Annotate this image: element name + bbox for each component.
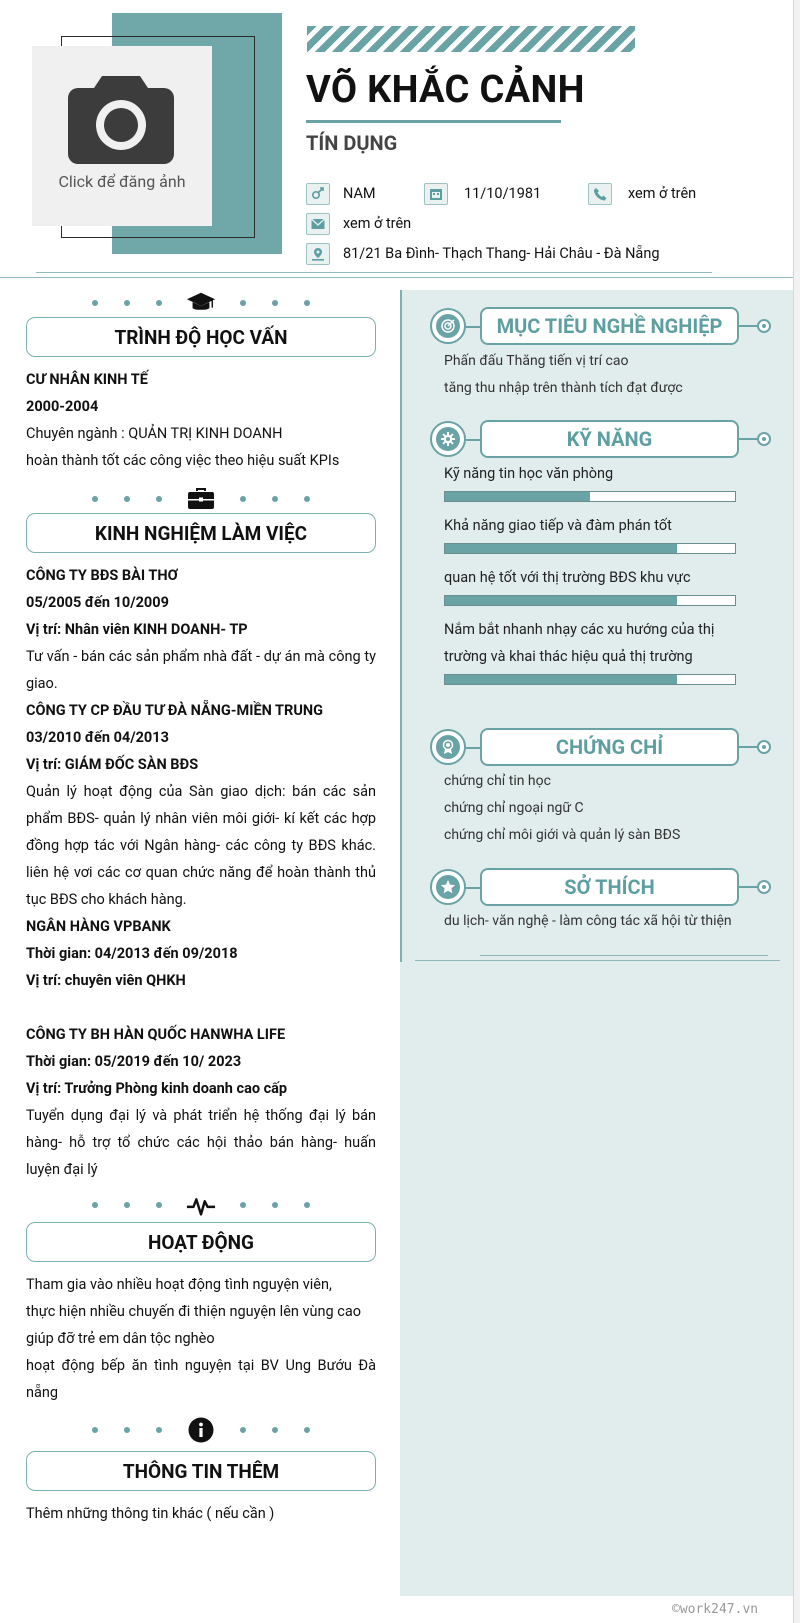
education-period: 2000-2004 xyxy=(26,398,99,415)
objective-heading: MỤC TIÊU NGHỀ NGHIỆP xyxy=(480,307,739,345)
job-entry xyxy=(26,1021,376,1183)
certificate-item: chứng chỉ tin học xyxy=(444,773,551,789)
skills-heading: KỸ NĂNG xyxy=(480,420,739,458)
gender-value: NAM xyxy=(343,185,376,202)
skill-bar-fill xyxy=(445,492,590,501)
hobbies-text: du lịch- văn nghệ - làm công tác xã hội từ thiện xyxy=(444,913,732,929)
briefcase-icon xyxy=(186,486,216,512)
skill-bar-fill xyxy=(445,596,677,605)
header-divider-inner xyxy=(36,272,712,273)
activities-divider xyxy=(26,1192,376,1218)
hobbies-heading: SỞ THÍCH xyxy=(480,868,739,906)
objective-connector-end xyxy=(757,319,771,333)
job-entry xyxy=(26,562,376,697)
skill-name: Nắm bắt nhanh nhạy các xu hướng của thị trường và khai thác hiệu quả thị trường xyxy=(444,621,715,665)
job-title: TÍN DỤNG xyxy=(306,131,398,155)
job-position: Vị trí: chuyên viên QHKH xyxy=(26,972,186,989)
job-company: NGÂN HÀNG VPBANK xyxy=(26,918,171,935)
certificate-item: chứng chỉ môi giới và quản lý sàn BĐS xyxy=(444,827,681,843)
additional-text: Thêm những thông tin khác ( nếu cần ) xyxy=(26,1505,275,1522)
hobbies-connector-end xyxy=(757,880,771,894)
hobbies-badge xyxy=(430,869,466,905)
pulse-icon xyxy=(186,1192,216,1218)
activities-heading: HOẠT ĐỘNG xyxy=(26,1222,376,1262)
skill-bar xyxy=(444,543,736,554)
job-position: Vị trí: Nhân viên KINH DOANH- TP xyxy=(26,621,248,638)
skill-bar xyxy=(444,491,736,502)
skill-name: Kỹ năng tin học văn phòng xyxy=(444,465,614,482)
graduation-cap-icon xyxy=(186,290,216,316)
header-stripes xyxy=(307,26,635,52)
certificates-badge xyxy=(430,729,466,765)
phone-icon xyxy=(588,183,612,205)
education-note: hoàn thành tốt các công việc theo hiệu suất KPIs xyxy=(26,452,340,469)
job-entry xyxy=(26,697,376,913)
email-value: xem ở trên xyxy=(343,215,412,232)
award-icon xyxy=(436,735,460,759)
address-value: 81/21 Ba Đình- Thạch Thang- Hải Châu - Đà Nẵng xyxy=(343,245,660,262)
job-company: CÔNG TY CP ĐẦU TƯ ĐÀ NẴNG-MIỀN TRUNG xyxy=(26,702,324,719)
name-underline xyxy=(306,120,561,123)
job-period: Thời gian: 04/2013 đến 09/2018 xyxy=(26,945,238,962)
skill-name: quan hệ tốt với thị trường BĐS khu vực xyxy=(444,569,691,586)
education-major: Chuyên ngành : QUẢN TRỊ KINH DOANH xyxy=(26,425,283,442)
job-period: 03/2010 đến 04/2013 xyxy=(26,729,169,746)
additional-divider xyxy=(26,1417,376,1443)
job-spacer xyxy=(26,994,376,1021)
job-period: 05/2005 đến 10/2009 xyxy=(26,594,169,611)
activity-line: hoạt động bếp ăn tình nguyện tại BV Ung Bướu Đà nẵng xyxy=(26,1357,376,1401)
job-position: Vị trí: Trưởng Phòng kinh doanh cao cấp xyxy=(26,1080,288,1097)
education-content xyxy=(26,366,376,474)
job-description: Tư vấn - bán các sản phẩm nhà đất - dự án mà công ty giao. xyxy=(26,648,376,692)
activity-line: Tham gia vào nhiều hoạt động tình nguyện viên, xyxy=(26,1276,332,1293)
certificates-list xyxy=(444,768,680,849)
photo-upload-label[interactable]: Click để đăng ảnh xyxy=(58,172,186,191)
job-position: Vị trí: GIÁM ĐỐC SÀN BĐS xyxy=(26,756,199,773)
job-description: Quản lý hoạt động của Sàn giao dịch: bán các sản phẩm BĐS- quản lý nhân viên môi giới- kí kết các hợp đồng hợp tác với Ngân hàng- các công ty BĐS khác. liên hệ vơi các cơ quan chức năng để hoàn thành thủ tục BĐS cho khách hàng. xyxy=(26,783,376,908)
birthdate-value: 11/10/1981 xyxy=(464,185,542,202)
right-panel-divider xyxy=(415,960,780,961)
skill-bar-fill xyxy=(445,675,677,684)
skill-bar xyxy=(444,674,736,685)
job-period: Thời gian: 05/2019 đến 10/ 2023 xyxy=(26,1053,242,1070)
target-icon xyxy=(436,314,460,338)
objective-content xyxy=(444,348,683,402)
skill-bar-fill xyxy=(445,544,677,553)
additional-heading: THÔNG TIN THÊM xyxy=(26,1451,376,1491)
email-icon xyxy=(306,213,330,235)
camera-icon[interactable] xyxy=(68,70,174,170)
education-degree: CƯ NHÂN KINH TẾ xyxy=(26,371,148,388)
skills-badge xyxy=(430,421,466,457)
activities-content xyxy=(26,1271,376,1406)
star-icon xyxy=(436,875,460,899)
job-description: Tuyển dụng đại lý và phát triển hệ thống đại lý bán hàng- hỗ trợ tổ chức các hội thảo bán hàng- huấn luyện đại lý xyxy=(26,1107,376,1178)
objective-badge xyxy=(430,308,466,344)
info-icon xyxy=(186,1417,216,1443)
activity-line: thực hiện nhiều chuyến đi thiện nguyện lên vùng cao giúp đỡ trẻ em dân tộc nghèo xyxy=(26,1303,361,1347)
experience-divider xyxy=(26,486,376,512)
column-divider xyxy=(400,290,402,962)
phone-value: xem ở trên xyxy=(628,185,697,202)
skill-bar xyxy=(444,595,736,606)
skills-connector-end xyxy=(757,432,771,446)
experience-content xyxy=(26,562,376,1183)
experience-heading: KINH NGHIỆM LÀM VIỆC xyxy=(26,513,376,553)
candidate-name: VÕ KHẮC CẢNH xyxy=(306,68,585,112)
job-company: CÔNG TY BĐS BÀI THƠ xyxy=(26,567,178,584)
certificates-heading: CHỨNG CHỈ xyxy=(480,728,739,766)
job-company: CÔNG TY BH HÀN QUỐC HANWHA LIFE xyxy=(26,1026,286,1043)
skills-list xyxy=(444,460,744,695)
education-divider xyxy=(26,290,376,316)
header-divider xyxy=(0,277,793,278)
objective-line: Phấn đấu Thăng tiến vị trí cao xyxy=(444,353,629,369)
gender-icon xyxy=(306,183,330,205)
watermark: ©work247.vn xyxy=(672,1602,759,1617)
right-panel-divider-inner xyxy=(480,955,768,956)
certificates-connector-end xyxy=(757,740,771,754)
calendar-icon xyxy=(424,183,448,205)
location-icon xyxy=(306,243,330,265)
education-heading: TRÌNH ĐỘ HỌC VẤN xyxy=(26,317,376,357)
objective-line: tăng thu nhập trên thành tích đạt được xyxy=(444,380,683,396)
gear-icon xyxy=(436,427,460,451)
job-entry xyxy=(26,913,376,1021)
certificate-item: chứng chỉ ngoại ngữ C xyxy=(444,800,584,816)
skill-name: Khả năng giao tiếp và đàm phán tốt xyxy=(444,517,672,534)
